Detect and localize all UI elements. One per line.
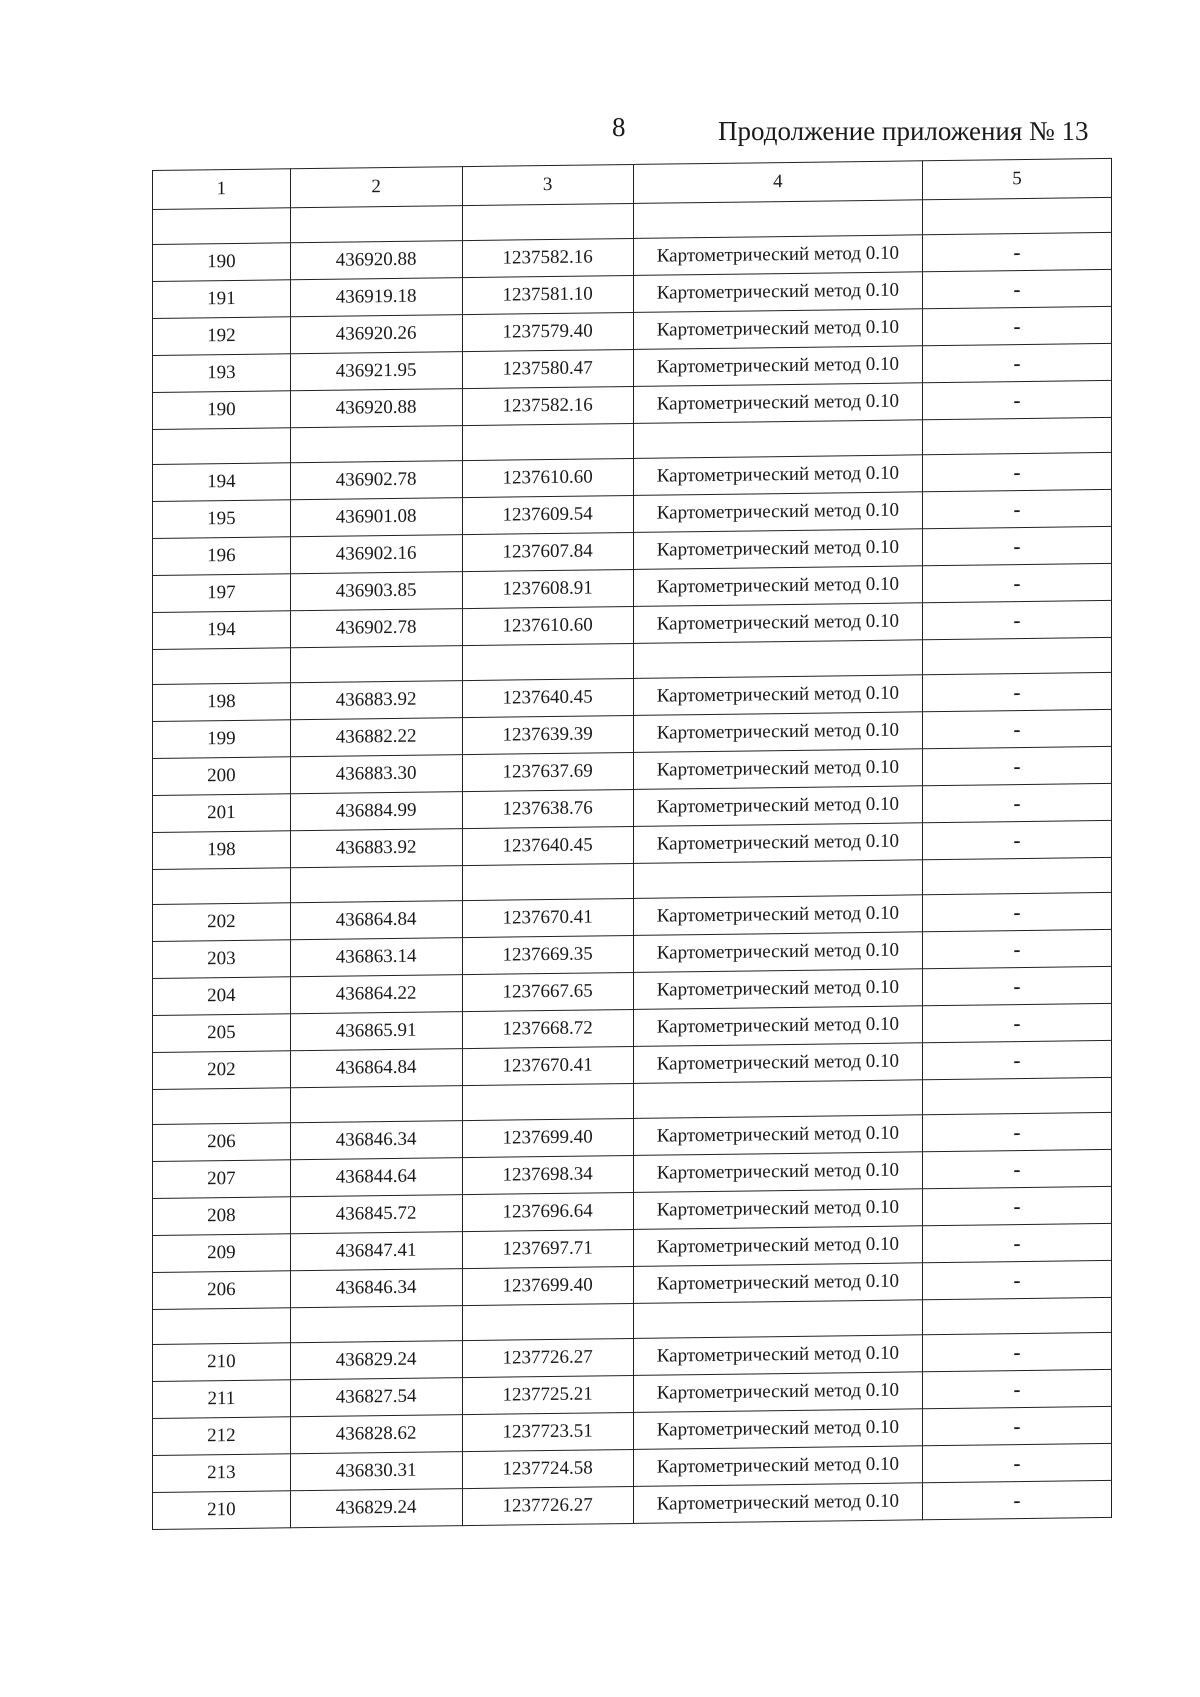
- point-number-cell: 212: [153, 1417, 291, 1456]
- y-coordinate-cell: 1237724.58: [462, 1449, 633, 1488]
- description-cell: -: [923, 452, 1112, 491]
- description-cell: -: [923, 1332, 1112, 1371]
- point-number-cell: 196: [153, 537, 291, 576]
- x-coordinate-cell: 436830.31: [290, 1452, 462, 1491]
- empty-cell: [923, 417, 1112, 454]
- description-cell: -: [923, 600, 1112, 639]
- x-coordinate-cell: 436921.95: [290, 352, 462, 391]
- y-coordinate-cell: 1237668.72: [462, 1009, 633, 1048]
- point-number-cell: 206: [153, 1271, 291, 1310]
- y-coordinate-cell: 1237726.27: [462, 1486, 633, 1525]
- empty-cell: [153, 428, 291, 465]
- y-coordinate-cell: 1237581.10: [462, 275, 633, 314]
- page-number: 8: [612, 112, 626, 142]
- method-cell: Картометрический метод 0.10: [633, 603, 922, 644]
- point-number-cell: 206: [153, 1123, 291, 1162]
- x-coordinate-cell: 436883.92: [290, 681, 462, 720]
- description-cell: -: [923, 672, 1112, 711]
- x-coordinate-cell: 436920.88: [290, 389, 462, 428]
- y-coordinate-cell: 1237608.91: [462, 569, 633, 608]
- empty-cell: [290, 1086, 462, 1123]
- point-number-cell: 200: [153, 757, 291, 796]
- empty-cell: [633, 1300, 922, 1339]
- method-cell: Картометрический метод 0.10: [633, 675, 922, 716]
- empty-cell: [633, 640, 922, 679]
- method-cell: Картометрический метод 0.10: [633, 492, 922, 533]
- point-number-cell: 191: [153, 280, 291, 319]
- method-cell: Картометрический метод 0.10: [633, 749, 922, 790]
- x-coordinate-cell: 436865.91: [290, 1012, 462, 1051]
- point-number-cell: 201: [153, 794, 291, 833]
- empty-cell: [290, 1306, 462, 1343]
- y-coordinate-cell: 1237726.27: [462, 1338, 633, 1377]
- description-cell: -: [923, 1369, 1112, 1408]
- point-number-cell: 203: [153, 940, 291, 979]
- description-cell: -: [923, 1003, 1112, 1042]
- method-cell: Картометрический метод 0.10: [633, 712, 922, 753]
- description-cell: -: [923, 783, 1112, 822]
- description-cell: -: [923, 1186, 1112, 1225]
- description-cell: -: [923, 489, 1112, 528]
- y-coordinate-cell: 1237669.35: [462, 935, 633, 974]
- x-coordinate-cell: 436829.24: [290, 1489, 462, 1528]
- y-coordinate-cell: 1237610.60: [462, 606, 633, 645]
- empty-cell: [462, 643, 633, 680]
- empty-cell: [462, 203, 633, 240]
- x-coordinate-cell: 436864.84: [290, 1049, 462, 1088]
- method-cell: Картометрический метод 0.10: [633, 1043, 922, 1084]
- description-cell: -: [923, 526, 1112, 565]
- y-coordinate-cell: 1237638.76: [462, 789, 633, 828]
- description-cell: -: [923, 746, 1112, 785]
- x-coordinate-cell: 436863.14: [290, 938, 462, 977]
- method-cell: Картометрический метод 0.10: [633, 786, 922, 827]
- empty-cell: [923, 857, 1112, 894]
- point-number-cell: 210: [153, 1491, 291, 1530]
- description-cell: -: [923, 892, 1112, 931]
- method-cell: Картометрический метод 0.10: [633, 1483, 922, 1524]
- point-number-cell: 198: [153, 831, 291, 870]
- empty-cell: [462, 863, 633, 900]
- y-coordinate-cell: 1237725.21: [462, 1375, 633, 1414]
- method-cell: Картометрический метод 0.10: [633, 1372, 922, 1413]
- description-cell: -: [923, 820, 1112, 859]
- description-cell: -: [923, 380, 1112, 419]
- method-cell: Картометрический метод 0.10: [633, 1152, 922, 1193]
- description-cell: -: [923, 1149, 1112, 1188]
- x-coordinate-cell: 436920.88: [290, 241, 462, 280]
- empty-cell: [153, 868, 291, 905]
- point-number-cell: 190: [153, 243, 291, 282]
- point-number-cell: 204: [153, 977, 291, 1016]
- column-header: 4: [633, 161, 922, 204]
- method-cell: Картометрический метод 0.10: [633, 932, 922, 973]
- point-number-cell: 211: [153, 1380, 291, 1419]
- empty-cell: [290, 426, 462, 463]
- description-cell: -: [923, 1260, 1112, 1299]
- method-cell: Картометрический метод 0.10: [633, 235, 922, 276]
- method-cell: Картометрический метод 0.10: [633, 1115, 922, 1156]
- y-coordinate-cell: 1237667.65: [462, 972, 633, 1011]
- empty-cell: [290, 646, 462, 683]
- empty-cell: [290, 866, 462, 903]
- column-header: 5: [923, 158, 1112, 199]
- description-cell: -: [923, 929, 1112, 968]
- point-number-cell: 195: [153, 500, 291, 539]
- method-cell: Картометрический метод 0.10: [633, 529, 922, 570]
- y-coordinate-cell: 1237610.60: [462, 458, 633, 497]
- empty-cell: [633, 860, 922, 899]
- method-cell: Картометрический метод 0.10: [633, 1335, 922, 1376]
- y-coordinate-cell: 1237699.40: [462, 1118, 633, 1157]
- x-coordinate-cell: 436829.24: [290, 1341, 462, 1380]
- column-header: 2: [290, 167, 462, 208]
- y-coordinate-cell: 1237696.64: [462, 1192, 633, 1231]
- description-cell: -: [923, 966, 1112, 1005]
- x-coordinate-cell: 436883.92: [290, 829, 462, 868]
- description-cell: -: [923, 306, 1112, 345]
- point-number-cell: 210: [153, 1343, 291, 1382]
- x-coordinate-cell: 436901.08: [290, 498, 462, 537]
- point-number-cell: 198: [153, 683, 291, 722]
- method-cell: Картометрический метод 0.10: [633, 1409, 922, 1450]
- y-coordinate-cell: 1237609.54: [462, 495, 633, 534]
- point-number-cell: 190: [153, 391, 291, 430]
- point-number-cell: 205: [153, 1014, 291, 1053]
- description-cell: -: [923, 269, 1112, 308]
- column-header: 1: [153, 169, 291, 210]
- point-number-cell: 194: [153, 463, 291, 502]
- method-cell: Картометрический метод 0.10: [633, 1446, 922, 1487]
- y-coordinate-cell: 1237637.69: [462, 752, 633, 791]
- point-number-cell: 202: [153, 903, 291, 942]
- x-coordinate-cell: 436919.18: [290, 278, 462, 317]
- x-coordinate-cell: 436846.34: [290, 1269, 462, 1308]
- point-number-cell: 209: [153, 1234, 291, 1273]
- description-cell: -: [923, 1040, 1112, 1079]
- method-cell: Картометрический метод 0.10: [633, 823, 922, 864]
- x-coordinate-cell: 436847.41: [290, 1232, 462, 1271]
- appendix-title: Продолжение приложения № 13: [718, 116, 1089, 146]
- description-cell: -: [923, 1480, 1112, 1519]
- y-coordinate-cell: 1237640.45: [462, 826, 633, 865]
- empty-cell: [153, 208, 291, 245]
- point-number-cell: 213: [153, 1454, 291, 1493]
- empty-cell: [462, 1083, 633, 1120]
- description-cell: -: [923, 343, 1112, 382]
- method-cell: Картометрический метод 0.10: [633, 383, 922, 424]
- point-number-cell: 199: [153, 720, 291, 759]
- y-coordinate-cell: 1237607.84: [462, 532, 633, 571]
- description-cell: -: [923, 1443, 1112, 1482]
- x-coordinate-cell: 436883.30: [290, 755, 462, 794]
- empty-cell: [923, 197, 1112, 234]
- point-number-cell: 208: [153, 1197, 291, 1236]
- empty-cell: [462, 1303, 633, 1340]
- x-coordinate-cell: 436864.84: [290, 901, 462, 940]
- empty-cell: [290, 206, 462, 243]
- method-cell: Картометрический метод 0.10: [633, 272, 922, 313]
- point-number-cell: 192: [153, 317, 291, 356]
- x-coordinate-cell: 436828.62: [290, 1415, 462, 1454]
- point-number-cell: 197: [153, 574, 291, 613]
- empty-cell: [923, 1077, 1112, 1114]
- y-coordinate-cell: 1237582.16: [462, 386, 633, 425]
- x-coordinate-cell: 436882.22: [290, 718, 462, 757]
- y-coordinate-cell: 1237670.41: [462, 898, 633, 937]
- empty-cell: [633, 200, 922, 239]
- description-cell: -: [923, 1223, 1112, 1262]
- x-coordinate-cell: 436902.16: [290, 535, 462, 574]
- empty-cell: [153, 1308, 291, 1345]
- x-coordinate-cell: 436902.78: [290, 609, 462, 648]
- y-coordinate-cell: 1237670.41: [462, 1046, 633, 1085]
- coordinates-table-body: [153, 158, 1112, 1529]
- y-coordinate-cell: 1237640.45: [462, 678, 633, 717]
- method-cell: Картометрический метод 0.10: [633, 455, 922, 496]
- x-coordinate-cell: 436920.26: [290, 315, 462, 354]
- x-coordinate-cell: 436844.64: [290, 1158, 462, 1197]
- empty-cell: [633, 420, 922, 459]
- y-coordinate-cell: 1237697.71: [462, 1229, 633, 1268]
- method-cell: Картометрический метод 0.10: [633, 969, 922, 1010]
- method-cell: Картометрический метод 0.10: [633, 346, 922, 387]
- column-header: 3: [462, 164, 633, 205]
- y-coordinate-cell: 1237582.16: [462, 238, 633, 277]
- x-coordinate-cell: 436846.34: [290, 1121, 462, 1160]
- point-number-cell: 202: [153, 1051, 291, 1090]
- point-number-cell: 207: [153, 1160, 291, 1199]
- y-coordinate-cell: 1237579.40: [462, 312, 633, 351]
- x-coordinate-cell: 436864.22: [290, 975, 462, 1014]
- method-cell: Картометрический метод 0.10: [633, 895, 922, 936]
- point-number-cell: 194: [153, 611, 291, 650]
- method-cell: Картометрический метод 0.10: [633, 1263, 922, 1304]
- coordinates-table: [152, 158, 1112, 1530]
- empty-cell: [923, 1297, 1112, 1334]
- empty-cell: [153, 1088, 291, 1125]
- y-coordinate-cell: 1237723.51: [462, 1412, 633, 1451]
- y-coordinate-cell: 1237580.47: [462, 349, 633, 388]
- y-coordinate-cell: 1237699.40: [462, 1266, 633, 1305]
- description-cell: -: [923, 1112, 1112, 1151]
- empty-cell: [153, 648, 291, 685]
- x-coordinate-cell: 436845.72: [290, 1195, 462, 1234]
- empty-cell: [462, 423, 633, 460]
- description-cell: -: [923, 1406, 1112, 1445]
- point-number-cell: 193: [153, 354, 291, 393]
- method-cell: Картометрический метод 0.10: [633, 1226, 922, 1267]
- x-coordinate-cell: 436884.99: [290, 792, 462, 831]
- method-cell: Картометрический метод 0.10: [633, 1189, 922, 1230]
- x-coordinate-cell: 436902.78: [290, 461, 462, 500]
- description-cell: -: [923, 563, 1112, 602]
- empty-cell: [923, 637, 1112, 674]
- method-cell: Картометрический метод 0.10: [633, 566, 922, 607]
- x-coordinate-cell: 436903.85: [290, 572, 462, 611]
- description-cell: -: [923, 709, 1112, 748]
- method-cell: Картометрический метод 0.10: [633, 309, 922, 350]
- method-cell: Картометрический метод 0.10: [633, 1006, 922, 1047]
- empty-cell: [633, 1080, 922, 1119]
- y-coordinate-cell: 1237698.34: [462, 1155, 633, 1194]
- x-coordinate-cell: 436827.54: [290, 1378, 462, 1417]
- y-coordinate-cell: 1237639.39: [462, 715, 633, 754]
- description-cell: -: [923, 232, 1112, 271]
